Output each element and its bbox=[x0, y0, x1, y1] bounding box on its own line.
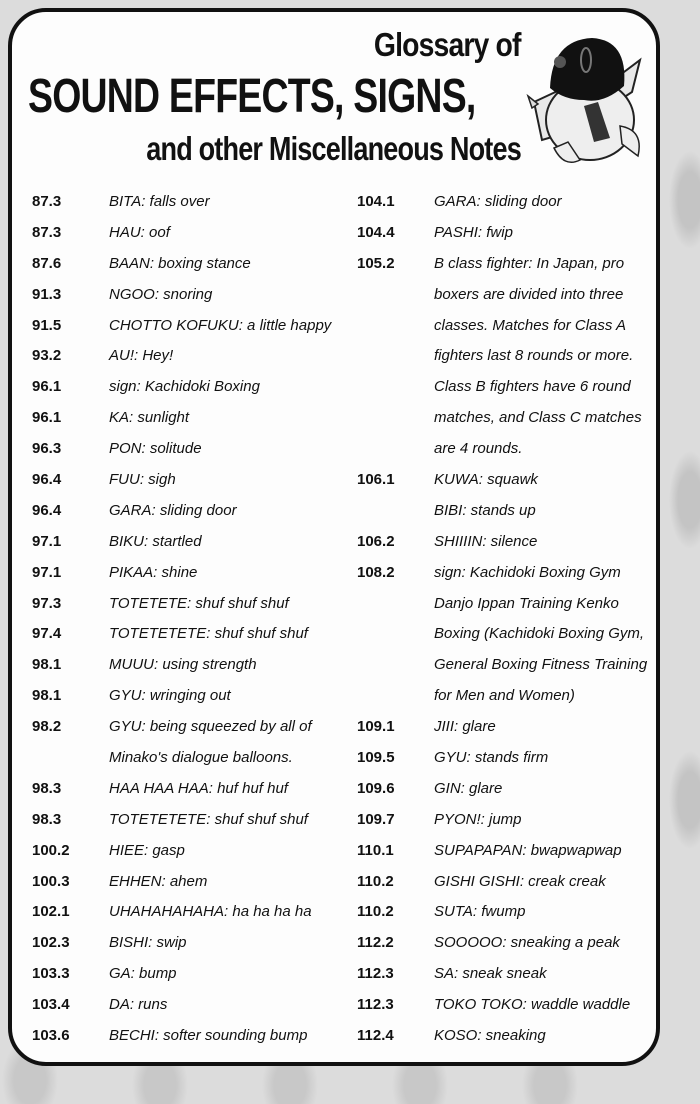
entry-page-number: 102.3 bbox=[32, 934, 70, 952]
entry-page-number: 97.4 bbox=[32, 625, 62, 643]
entry-page-number: 100.3 bbox=[32, 872, 70, 890]
entry-text: HIEE: gasp bbox=[109, 841, 185, 859]
glossary-entry bbox=[357, 1020, 677, 1051]
glossary-entry bbox=[357, 526, 677, 557]
glossary-entry bbox=[357, 279, 677, 310]
entry-page-number: 110.1 bbox=[357, 841, 394, 859]
entry-text: GIN: glare bbox=[434, 779, 503, 797]
glossary-entry bbox=[32, 742, 352, 773]
mascot-illustration-icon bbox=[524, 30, 652, 170]
entry-page-number: 96.4 bbox=[32, 470, 62, 488]
glossary-entry bbox=[357, 248, 677, 279]
glossary-entry bbox=[357, 217, 677, 248]
entry-text: GISHI GISHI: creak creak bbox=[434, 872, 606, 890]
entry-text: for Men and Women) bbox=[434, 687, 575, 705]
entry-text: sign: Kachidoki Boxing Gym bbox=[434, 563, 621, 581]
entry-page-number: 112.2 bbox=[357, 934, 394, 952]
entry-text: Danjo Ippan Training Kenko bbox=[434, 594, 619, 612]
entry-page-number: 106.1 bbox=[357, 470, 395, 488]
glossary-entry bbox=[32, 433, 352, 464]
entry-text: Class B fighters have 6 round bbox=[434, 378, 631, 396]
entry-text: HAU: oof bbox=[109, 223, 170, 241]
entry-text: SUPAPAPAN: bwapwapwap bbox=[434, 841, 622, 859]
glossary-entry bbox=[32, 866, 352, 897]
entry-text: BISHI: swip bbox=[109, 934, 187, 952]
entry-text: SUTA: fwump bbox=[434, 903, 526, 921]
glossary-entry bbox=[357, 186, 677, 217]
glossary-entry bbox=[32, 495, 352, 526]
entry-page-number: 96.1 bbox=[32, 378, 62, 396]
entry-page-number: 112.3 bbox=[357, 965, 394, 983]
entry-text: BIKU: startled bbox=[109, 532, 202, 550]
entry-page-number: 109.7 bbox=[357, 810, 395, 828]
entry-text: BAAN: boxing stance bbox=[109, 254, 251, 272]
glossary-left-column bbox=[32, 186, 352, 1051]
glossary-page bbox=[8, 8, 660, 1066]
entry-page-number: 103.3 bbox=[32, 965, 70, 983]
glossary-entry bbox=[357, 896, 677, 927]
glossary-entry bbox=[32, 927, 352, 958]
entry-text: DA: runs bbox=[109, 996, 168, 1014]
entry-text: PYON!: jump bbox=[434, 810, 522, 828]
glossary-entry bbox=[357, 310, 677, 341]
title-misc-notes: and other Miscellaneous Notes bbox=[146, 130, 521, 167]
entry-page-number: 100.2 bbox=[32, 841, 70, 859]
glossary-entry bbox=[357, 649, 677, 680]
glossary-entry bbox=[32, 958, 352, 989]
entry-page-number: 109.5 bbox=[357, 748, 395, 766]
title-glossary-of: Glossary of bbox=[374, 26, 521, 63]
glossary-entry bbox=[32, 464, 352, 495]
entry-page-number: 87.6 bbox=[32, 254, 62, 272]
entry-text: General Boxing Fitness Training bbox=[434, 656, 648, 674]
glossary-entry bbox=[357, 866, 677, 897]
glossary-entry bbox=[357, 588, 677, 619]
glossary-entry bbox=[357, 958, 677, 989]
glossary-entry bbox=[357, 464, 677, 495]
entry-text: TOTETETETE: shuf shuf shuf bbox=[109, 625, 308, 643]
entry-text: are 4 rounds. bbox=[434, 440, 523, 458]
entry-page-number: 91.3 bbox=[32, 285, 62, 303]
glossary-entry bbox=[357, 618, 677, 649]
glossary-entry bbox=[32, 248, 352, 279]
entry-page-number: 98.3 bbox=[32, 810, 62, 828]
glossary-entry bbox=[357, 371, 677, 402]
entry-text: SOOOOO: sneaking a peak bbox=[434, 934, 620, 952]
glossary-entry bbox=[32, 402, 352, 433]
entry-text: TOTETETE: shuf shuf shuf bbox=[109, 594, 289, 612]
entry-text: CHOTTO KOFUKU: a little happy bbox=[109, 316, 332, 334]
entry-page-number: 110.2 bbox=[357, 903, 394, 921]
entry-text: GARA: sliding door bbox=[109, 501, 237, 519]
glossary-entry bbox=[32, 896, 352, 927]
entry-page-number: 98.2 bbox=[32, 718, 62, 736]
entry-page-number: 105.2 bbox=[357, 254, 395, 272]
entry-text: SA: sneak sneak bbox=[434, 965, 547, 983]
glossary-entry bbox=[357, 680, 677, 711]
entry-text: KOSO: sneaking bbox=[434, 1026, 546, 1044]
entry-page-number: 87.3 bbox=[32, 223, 62, 241]
entry-text: SHIIIIN: silence bbox=[434, 532, 538, 550]
glossary-entry bbox=[32, 649, 352, 680]
glossary-entry bbox=[357, 433, 677, 464]
glossary-entry bbox=[357, 989, 677, 1020]
entry-text: HAA HAA HAA: huf huf huf bbox=[109, 779, 288, 797]
entry-page-number: 112.4 bbox=[357, 1026, 394, 1044]
entry-page-number: 97.1 bbox=[32, 563, 62, 581]
entry-text: Minako's dialogue balloons. bbox=[109, 748, 293, 766]
glossary-entry bbox=[357, 742, 677, 773]
entry-page-number: 104.1 bbox=[357, 192, 395, 210]
entry-text: MUUU: using strength bbox=[109, 656, 257, 674]
glossary-entry bbox=[357, 495, 677, 526]
entry-text: fighters last 8 rounds or more. bbox=[434, 347, 634, 365]
glossary-entry bbox=[32, 371, 352, 402]
entry-page-number: 109.1 bbox=[357, 718, 395, 736]
glossary-entry bbox=[357, 711, 677, 742]
entry-page-number: 110.2 bbox=[357, 872, 394, 890]
glossary-entry bbox=[32, 186, 352, 217]
glossary-entry bbox=[32, 773, 352, 804]
glossary-entry bbox=[357, 340, 677, 371]
entry-text: GYU: stands firm bbox=[434, 748, 549, 766]
entry-page-number: 109.6 bbox=[357, 779, 395, 797]
glossary-entry bbox=[32, 557, 352, 588]
entry-text: PASHI: fwip bbox=[434, 223, 513, 241]
glossary-entry bbox=[32, 1020, 352, 1051]
entry-text: UHAHAHAHAHA: ha ha ha ha bbox=[109, 903, 312, 921]
entry-text: boxers are divided into three bbox=[434, 285, 624, 303]
entry-text: GARA: sliding door bbox=[434, 192, 562, 210]
glossary-entry bbox=[32, 680, 352, 711]
entry-page-number: 106.2 bbox=[357, 532, 395, 550]
glossary-entry bbox=[32, 588, 352, 619]
entry-page-number: 98.1 bbox=[32, 687, 62, 705]
entry-page-number: 108.2 bbox=[357, 563, 395, 581]
glossary-entry bbox=[32, 279, 352, 310]
glossary-header bbox=[12, 12, 656, 177]
glossary-entry bbox=[32, 804, 352, 835]
entry-text: PIKAA: shine bbox=[109, 563, 198, 581]
entry-page-number: 87.3 bbox=[32, 192, 62, 210]
glossary-right-column bbox=[357, 186, 677, 1051]
entry-text: classes. Matches for Class A bbox=[434, 316, 627, 334]
entry-text: TOKO TOKO: waddle waddle bbox=[434, 996, 631, 1014]
glossary-entry bbox=[32, 526, 352, 557]
entry-page-number: 91.5 bbox=[32, 316, 62, 334]
entry-text: B class fighter: In Japan, pro bbox=[434, 254, 625, 272]
entry-text: FUU: sigh bbox=[109, 470, 176, 488]
entry-page-number: 112.3 bbox=[357, 996, 394, 1014]
entry-page-number: 96.4 bbox=[32, 501, 62, 519]
glossary-entry bbox=[357, 927, 677, 958]
glossary-entry bbox=[32, 217, 352, 248]
glossary-entry bbox=[32, 340, 352, 371]
entry-page-number: 97.3 bbox=[32, 594, 62, 612]
glossary-entry bbox=[357, 835, 677, 866]
glossary-entry bbox=[357, 773, 677, 804]
entry-text: GYU: being squeezed by all of bbox=[109, 718, 312, 736]
glossary-entry bbox=[357, 804, 677, 835]
entry-text: matches, and Class C matches bbox=[434, 409, 642, 427]
entry-text: GYU: wringing out bbox=[109, 687, 231, 705]
entry-text: Boxing (Kachidoki Boxing Gym, bbox=[434, 625, 645, 643]
entry-page-number: 103.6 bbox=[32, 1026, 70, 1044]
entry-text: BITA: falls over bbox=[109, 192, 210, 210]
entry-text: KUWA: squawk bbox=[434, 470, 538, 488]
entry-page-number: 102.1 bbox=[32, 903, 70, 921]
entry-text: AU!: Hey! bbox=[109, 347, 174, 365]
glossary-entry bbox=[32, 711, 352, 742]
entry-page-number: 98.1 bbox=[32, 656, 62, 674]
entry-text: JIII: glare bbox=[434, 718, 496, 736]
entry-text: BECHI: softer sounding bump bbox=[109, 1026, 308, 1044]
entry-page-number: 98.3 bbox=[32, 779, 62, 797]
entry-text: EHHEN: ahem bbox=[109, 872, 208, 890]
title-sound-effects-signs: SOUND EFFECTS, SIGNS, bbox=[28, 70, 476, 123]
glossary-entry bbox=[32, 310, 352, 341]
entry-text: BIBI: stands up bbox=[434, 501, 536, 519]
entry-text: sign: Kachidoki Boxing bbox=[109, 378, 260, 396]
entry-text: PON: solitude bbox=[109, 440, 202, 458]
glossary-entry bbox=[32, 989, 352, 1020]
entry-text: GA: bump bbox=[109, 965, 177, 983]
entry-text: TOTETETETE: shuf shuf shuf bbox=[109, 810, 308, 828]
entry-text: KA: sunlight bbox=[109, 409, 190, 427]
entry-page-number: 96.1 bbox=[32, 409, 62, 427]
entry-page-number: 104.4 bbox=[357, 223, 395, 241]
entry-page-number: 96.3 bbox=[32, 440, 62, 458]
glossary-entry bbox=[357, 402, 677, 433]
entry-page-number: 103.4 bbox=[32, 996, 70, 1014]
entry-page-number: 93.2 bbox=[32, 347, 62, 365]
entry-page-number: 97.1 bbox=[32, 532, 62, 550]
glossary-entry bbox=[357, 557, 677, 588]
glossary-entry bbox=[32, 835, 352, 866]
glossary-entry bbox=[32, 618, 352, 649]
entry-text: NGOO: snoring bbox=[109, 285, 213, 303]
